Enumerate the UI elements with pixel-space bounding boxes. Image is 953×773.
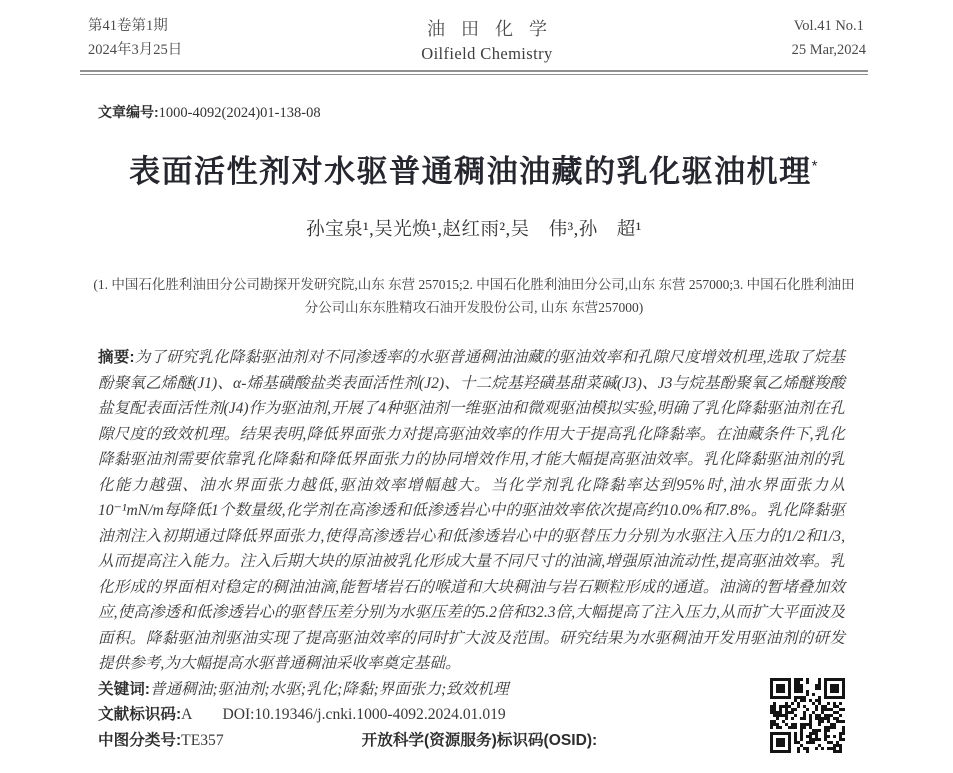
- keywords-label: 关键词:: [98, 680, 150, 698]
- osid-qr-canvas: [770, 678, 845, 753]
- header-divider: [80, 70, 868, 75]
- journal-title-en: Oilfield Chemistry: [421, 44, 553, 63]
- header-issue-block: [80, 14, 182, 62]
- article-number-label: 文章编号:: [98, 104, 159, 120]
- clc-value: TE357: [181, 732, 224, 750]
- journal-header: [80, 14, 868, 64]
- clc-label: 中图分类号:: [98, 732, 182, 750]
- affiliation-line-2: 分公司山东东胜精攻石油开发股份公司, 山东 东营257000): [304, 300, 644, 315]
- keywords-text: 普通稠油;驱油剂;水驱;乳化;降黏;界面张力;致效机理: [149, 680, 509, 698]
- title-footnote-mark: *: [811, 157, 819, 175]
- journal-title-cn: 油田化学: [426, 19, 563, 39]
- keywords-line: [98, 677, 770, 703]
- abstract-label: 摘要:: [98, 349, 135, 366]
- affiliation-line-1: (1. 中国石化胜利油田分公司勘探开发研究院,山东 东营 257015;2. 中国石化胜利油田分公司,山东 东营 257000;3. 中国石化胜利油田: [93, 277, 855, 292]
- meta-text-column: [98, 677, 770, 754]
- affiliation-block: [80, 273, 868, 319]
- doc-code-value: A: [181, 706, 193, 724]
- issue-date-cn: 2024年3月25日: [88, 42, 183, 58]
- doc-code-doi-line: [98, 702, 770, 728]
- volume-number-en: Vol.41 No.1: [793, 18, 864, 34]
- meta-block: [98, 677, 845, 754]
- issue-number: 第41卷第1期: [88, 18, 168, 34]
- abstract-text: 为了研究乳化降黏驱油剂对不同渗透率的水驱普通稠油油藏的驱油效率和孔隙尺度增效机理,选取了烷基酚聚氧乙烯醚(J1)、α-烯基磺酸盐类表面活性剂(J2)、十二烷基羟磺基甜菜碱(J3)、J3与烷基酚聚氧乙烯醚羧酸盐复配表面活性剂(J4)作为驱油剂,开展了4种驱油剂一维驱油和微观驱油模拟实验,明确了乳化降黏驱油剂在孔隙尺度的致效机理。结果表明,降低界面张力对提高驱油效率的作用大于提高乳化降黏率。在油藏条件下,乳化降黏驱油剂需要依靠乳化降黏和降低界面张力的协同增效作用,才能大幅提高驱油效率。乳化降黏驱油剂的乳化能力越强、油水界面张力越低,驱油效率增幅越大。当化学剂乳化降黏率达到95%时,油水界面张力从10⁻¹mN/m每降低1个数量级,化学剂在高渗透和低渗透岩心中的驱油效率依次提高约10.0%和7.8%。乳化降黏驱油剂注入初期通过降低界面张力,使得高渗透岩心和低渗透岩心中的驱替压力分别为水驱注入压力的1/2和1/3,从而提高注入能力。注入后期大块的原油被乳化形成大量不同尺寸的油滴,增强原油流动性,提高驱油效率。乳化形成的界面相对稳定的稠油油滴,能暂堵岩石的喉道和大块稠油与岩石颗粒形成的通道。油滴的暂堵叠加效应,使高渗透和低渗透岩心的驱替压差分别为水驱压差的5.2倍和32.3倍,大幅提高了注入压力,从而扩大平面波及面积。降黏驱油剂驱油实现了提高驱油效率的同时扩大波及范围。研究结果为水驱稠油开发用驱油剂的研发提供参考,为大幅提高水驱普通稠油采收率奠定基础。: [98, 349, 845, 672]
- osid-qr-code: [770, 678, 845, 753]
- paper-title-text: 表面活性剂对水驱普通稠油油藏的乳化驱油机理: [129, 154, 812, 189]
- doc-code-label: 文献标识码:: [98, 706, 182, 724]
- clc-osid-line: [98, 728, 770, 754]
- doi-label: DOI:: [222, 706, 255, 724]
- article-number-line: [98, 102, 868, 122]
- article-number-value: 1000-4092(2024)01-138-08: [158, 105, 321, 121]
- authors-line: 孙宝泉¹,吴光焕¹,赵红雨²,吴 伟³,孙 超¹: [306, 220, 642, 240]
- osid-label: 开放科学(资源服务)标识码(OSID):: [361, 732, 598, 750]
- abstract-paragraph: [98, 345, 845, 677]
- issue-date-en: 25 Mar,2024: [791, 42, 866, 58]
- header-volume-block: [792, 14, 868, 62]
- doi-group: [222, 706, 505, 723]
- journal-title-block: [411, 14, 563, 64]
- doi-value: 10.19346/j.cnki.1000-4092.2024.01.019: [254, 706, 506, 724]
- paper-title: [80, 146, 868, 191]
